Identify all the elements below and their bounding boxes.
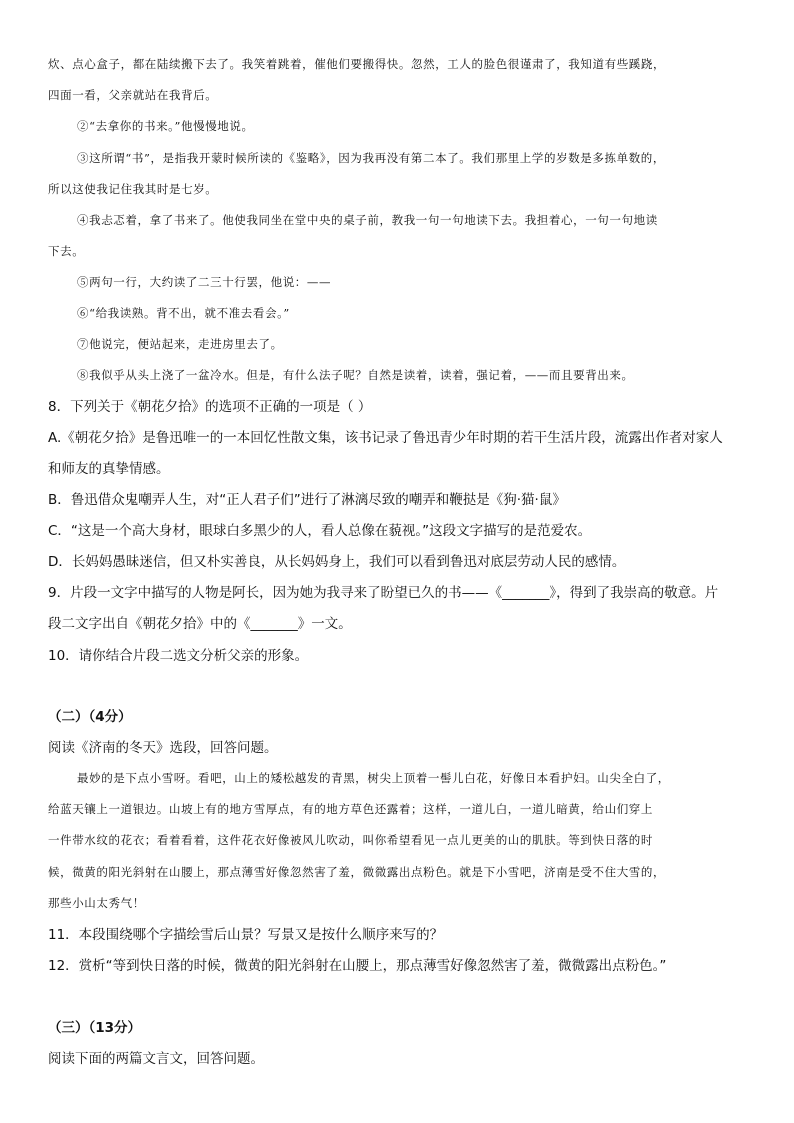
passage-line: 四面一看，父亲就站在我背后。 bbox=[48, 88, 218, 102]
question-12: 12．赏析“等到快日落的时候，微黄的阳光斜射在山腰上，那点薄雪好像忽然害了羞，微微露出点粉色。” bbox=[48, 958, 667, 974]
passage-paragraph: ⑤两句一行，大约读了二三十行罢，他说：—— bbox=[77, 275, 332, 289]
passage-paragraph: ⑥“给我读熟。背不出，就不准去看会。” bbox=[77, 306, 290, 320]
passage-paragraph: ④我忐忑着，拿了书来了。他使我同坐在堂中央的桌子前，教我一句一句地读下去。我担着心，一句一句地读 bbox=[77, 213, 658, 227]
passage-paragraph: ⑦他说完，便站起来，走进房里去了。 bbox=[77, 337, 283, 351]
passage-line: 候，微黄的阳光斜射在山腰上，那点薄雪好像忽然害了羞，微微露出点粉色。就是下小雪吧，济南是受不住大雪的， bbox=[48, 865, 666, 879]
section-3-heading: （三）（13分） bbox=[48, 1020, 142, 1036]
passage-line: 炊、点心盒子，都在陆续搬下去了。我笑着跳着，催他们要搬得快。忽然，工人的脸色很谨肃了，我知道有些蹊跷， bbox=[48, 57, 666, 71]
question-10: 10．请你结合片段二选文分析父亲的形象。 bbox=[48, 648, 309, 664]
passage-line: 所以这使我记住我其时是七岁。 bbox=[48, 182, 218, 196]
passage-line: 最妙的是下点小雪呀。看吧，山上的矮松越发的青黑，树尖上顶着一髻儿白花，好像日本看护妇。山尖全白了， bbox=[77, 771, 670, 785]
question-9-continued: 段二文字出自《朝花夕拾》中的《_______》一文。 bbox=[48, 616, 352, 632]
option-c: C．“这是一个高大身材，眼球白多黑少的人，看人总像在藐视。”这段文字描写的是范爱农。 bbox=[48, 523, 592, 539]
option-b: B．鲁迅借众鬼嘲弄人生，对“正人君子们”进行了淋漓尽致的嘲弄和鞭挞是《狗·猫·鼠》 bbox=[48, 492, 566, 508]
passage-line: 下去。 bbox=[48, 244, 85, 258]
passage-paragraph: ②“去拿你的书来。”他慢慢地说。 bbox=[77, 119, 254, 133]
passage-paragraph: ⑧我似乎从头上浇了一盆冷水。但是，有什么法子呢？自然是读着，读着，强记着，——而且要背出来。 bbox=[77, 368, 634, 382]
question-8: 8．下列关于《朝花夕拾》的选项不正确的一项是（ ） bbox=[48, 399, 372, 415]
option-d: D．长妈妈愚昧迷信，但又朴实善良，从长妈妈身上，我们可以看到鲁迅对底层劳动人民的感情。 bbox=[48, 554, 626, 570]
passage-line: 给蓝天镶上一道银边。山坡上有的地方雪厚点，有的地方草色还露着；这样，一道儿白，一道儿暗黄，给山们穿上 bbox=[48, 802, 653, 816]
option-a: A.《朝花夕拾》是鲁迅唯一的一本回忆性散文集，该书记录了鲁迅青少年时期的若干生活片段，流露出作者对家人 bbox=[48, 430, 723, 446]
section-3-instruction: 阅读下面的两篇文言文，回答问题。 bbox=[48, 1051, 264, 1067]
section-2-instruction: 阅读《济南的冬天》选段，回答问题。 bbox=[48, 740, 278, 756]
section-2-heading: （二）（4分） bbox=[48, 709, 132, 725]
question-11: 11．本段围绕哪个字描绘雪后山景？写景又是按什么顺序来写的？ bbox=[48, 927, 444, 943]
passage-paragraph: ③这所谓“书”，是指我开蒙时候所读的《鉴略》，因为我再没有第二本了。我们那里上学的岁数是多拣单数的， bbox=[77, 151, 666, 165]
question-9: 9．片段一文字中描写的人物是阿长，因为她为我寻来了盼望已久的书——《_______》，得到了我崇高的敬意。片 bbox=[48, 585, 719, 601]
passage-line: 那些小山太秀气！ bbox=[48, 896, 145, 910]
option-a-continued: 和师友的真挚情感。 bbox=[48, 461, 170, 477]
passage-line: 一件带水纹的花衣；看着看着，这件花衣好像被风儿吹动，叫你希望看见一点儿更美的山的肌肤。等到快日落的时 bbox=[48, 833, 653, 847]
